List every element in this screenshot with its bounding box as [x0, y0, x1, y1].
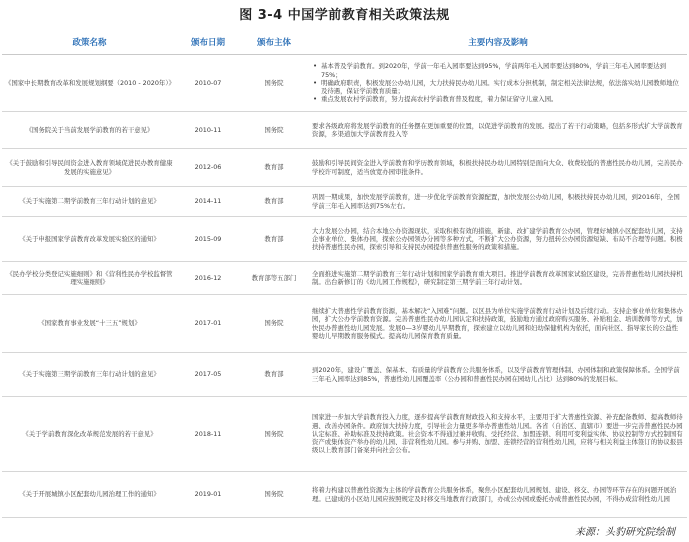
content-bullet: • 明确政府职责，积极发展公办幼儿园，大力扶持民办幼儿园。实行成本分担机制，制定相关法律法规，依法落实幼儿园教师地位及待遇，保证学前教育质量；	[321, 79, 684, 96]
issuer: 教育部	[239, 217, 309, 262]
figure-title: 图 3-4 中国学前教育相关政策法规	[239, 8, 450, 23]
issue-date: 2012-06	[177, 149, 239, 187]
policy-table	[2, 30, 687, 518]
issuer: 国务院	[239, 55, 309, 112]
policy-name: 《国家中长期教育改革和发展规划纲要（2010 - 2020年）》	[2, 55, 177, 112]
policy-name: 《国务院关于当前发展学前教育的若干意见》	[2, 112, 177, 149]
source-note: 来源：头豹研究院绘制	[575, 527, 675, 538]
policy-name: 《关于实施第二期学前教育三年行动计划的意见》	[2, 187, 177, 217]
content-bullet: • 基本普及学前教育。到2020年，学前一年毛入园率要达到95%，学前两年毛入园率要达到80%，学前三年毛入园率要达到75%；	[321, 62, 684, 79]
issue-date: 2017-01	[177, 295, 239, 353]
policy-name: 《关于学前教育深化改革规范发展的若干意见》	[2, 397, 177, 472]
policy-content: 巩固一期成果，加快发展学前教育，进一步优化学前教育资源配置，加快发展公办幼儿园，积极扶持民办幼儿园，到2016年，全国学前三年毛入园率达到75%左右。	[309, 187, 687, 217]
issue-date: 2014-11	[177, 187, 239, 217]
issue-date: 2015-09	[177, 217, 239, 262]
table-row	[2, 295, 687, 353]
header-issuer: 颁布主体	[239, 30, 309, 55]
issue-date: 2016-12	[177, 262, 239, 295]
issue-date: 2010-11	[177, 112, 239, 149]
header-policy-name: 政策名称	[2, 30, 177, 55]
table-header-row	[2, 30, 687, 55]
policy-content: 将着力构建以普惠性资源为主体的学前教育公共服务体系，聚焦小区配套幼儿园规划、建设、移交、办园等环节存在的问题开展治理。已建成的小区幼儿园应按照规定及时移交当地教育行政部门，办成公办园或委托办成普惠性民办园，不得办成营利性幼儿园	[309, 472, 687, 518]
table-row	[2, 262, 687, 295]
policy-name: 《国家教育事业发展“十三五”规划》	[2, 295, 177, 353]
issuer: 教育部	[239, 187, 309, 217]
content-bullet: • 重点发展农村学前教育，努力提高农村学前教育普及程度，着力保证留守儿童入园。	[321, 95, 684, 103]
issuer: 教育部等五部门	[239, 262, 309, 295]
table-row	[2, 217, 687, 262]
table-row	[2, 472, 687, 518]
policy-name: 《民办学校分类登记实施细则》和《营利性民办学校监督管理实施细则》	[2, 262, 177, 295]
issuer: 国务院	[239, 397, 309, 472]
issuer: 教育部	[239, 149, 309, 187]
policy-content	[309, 55, 687, 112]
content-bullets	[312, 62, 684, 103]
policy-name: 《关于开展城镇小区配套幼儿园治理工作的通知》	[2, 472, 177, 518]
issuer: 国务院	[239, 112, 309, 149]
table-row	[2, 55, 687, 112]
policy-content: 大力发展公办园，结合本地公办资源现状，采取积极有效的措施，新建、改扩建学前教育公办园，管理好城镇小区配套幼儿园，支持企事业单位、集体办园，探索公办园领办分园等多种方式，不断扩大公办资源，努力扭转公办园资源短缺、布局不合理等问题。积极扶持普惠性民办园，探索引导和支持民办园提供普惠性服务的政策和措施。	[309, 217, 687, 262]
issue-date: 2017-05	[177, 353, 239, 397]
issuer: 国务院	[239, 295, 309, 353]
header-content: 主要内容及影响	[309, 30, 687, 55]
table-row	[2, 149, 687, 187]
policy-name: 《关于实施第三期学前教育三年行动计划的意见》	[2, 353, 177, 397]
policy-content: 全面推进实施第二期学前教育三年行动计划和国家学前教育重大项目。推进学前教育改革国家试验区建设，完善普惠性幼儿园扶持机制。出台新修订的《幼儿园工作规程》，研究制定第三期学前三年行动计划。	[309, 262, 687, 295]
policy-content: 国家进一步加大学前教育投入力度，逐步提高学前教育财政投入和支持水平，主要用于扩大普惠性资源、补充配备教师、提高教师待遇、改善办园条件。政府加大扶持力度，引导社会力量更多举办普惠性幼儿园。各省（自治区、直辖市）要进一步完善普惠性民办园认定标准、补助标准及扶持政策。社会资本不得通过兼并收购、受托经营、加盟连锁、利用可变利益实体、协议控制等方式控制国有资产或集体资产举办的幼儿园、非营利性幼儿园。参与并购、加盟、连锁经营的营利性幼儿园，应将与相关利益主体签订的协议报县级以上教育部门备案并向社会公布。	[309, 397, 687, 472]
policy-name: 《关于申报国家学前教育改革发展实验区的通知》	[2, 217, 177, 262]
policy-content: 鼓励和引导民间资金进入学前教育和学历教育领域，积极扶持民办幼儿园特别是面向大众、收费较低的普惠性民办幼儿园，完善民办学校许可制度，适当放宽办园审批条件。	[309, 149, 687, 187]
table-row	[2, 397, 687, 472]
issue-date: 2010-07	[177, 55, 239, 112]
issue-date: 2019-01	[177, 472, 239, 518]
policy-content: 要求各级政府将发展学前教育的任务摆在更加重要的位置，以促进学前教育的发展。提出了若干行动策略，包括多形式扩大学前教育资源，多渠道加大学前教育投入等	[309, 112, 687, 149]
policy-content: 到2020年，建设广覆盖、保基本、有质量的学前教育公共服务体系，以及学前教育管理体制、办园体制和政策保障体系。全国学前三年毛入园率达到85%，普惠性幼儿园覆盖率（公办园和普惠性民办园在园幼儿占比）达到80%的发展目标。	[309, 353, 687, 397]
issuer: 教育部	[239, 353, 309, 397]
issue-date: 2018-11	[177, 397, 239, 472]
policy-content: 继续扩大普惠性学前教育资源，基本解决“入园难”问题。以区县为单位实施学前教育行动计划及后续行动。支持企事业单位和集体办园，扩大公办学前教育资源。完善普惠性民办幼儿园认定和扶持政策，鼓励地方通过政府购买服务、补贴租金、培训教师等方式，加快民办普惠性幼儿园发展。发展0—3岁婴幼儿早期教育，探索建立以幼儿园和妇幼保健机构为依托，面向社区、指导家长的公益性婴幼儿早期教育服务模式。提高幼儿园保育教育质量。	[309, 295, 687, 353]
table-row	[2, 353, 687, 397]
issuer: 国务院	[239, 472, 309, 518]
header-issue-date: 颁布日期	[177, 30, 239, 55]
policy-name: 《关于鼓励和引导民间资金进入教育领域促进民办教育健康发展的实施意见》	[2, 149, 177, 187]
table-row	[2, 187, 687, 217]
table-row	[2, 112, 687, 149]
